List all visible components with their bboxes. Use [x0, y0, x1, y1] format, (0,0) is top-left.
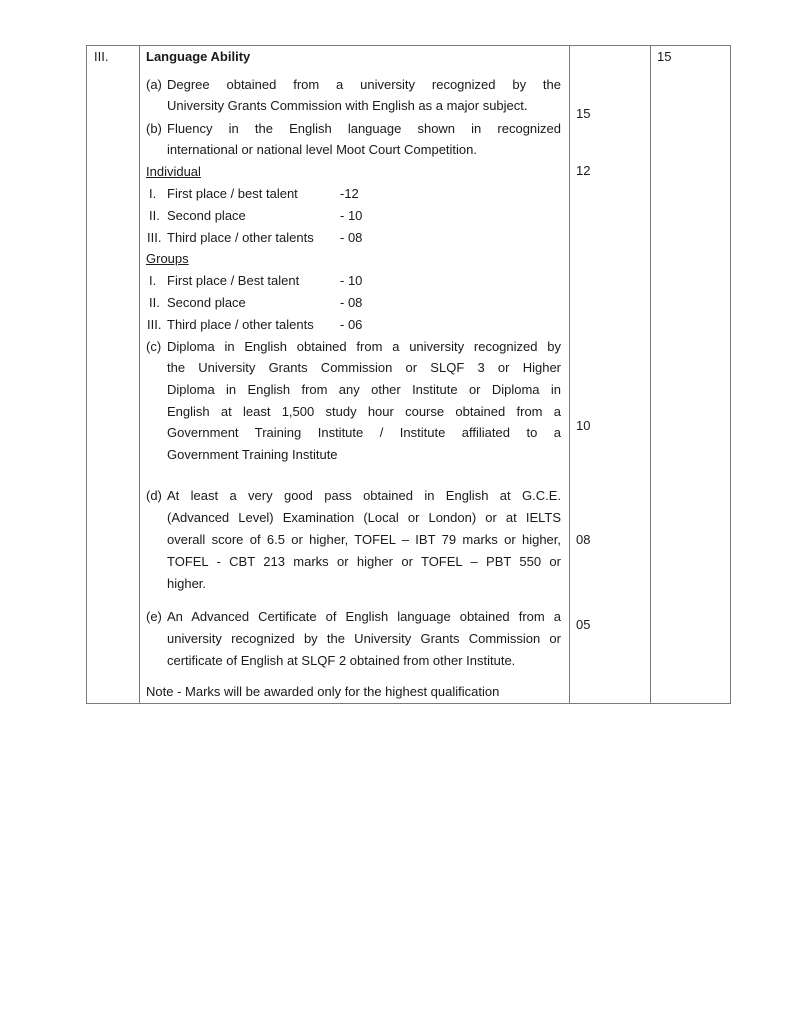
item-d-line: TOFEL - CBT 213 marks or higher or TOFEL – PBT 550 or [167, 554, 561, 569]
groups-num: I. [149, 273, 157, 288]
individual-num: II. [149, 208, 160, 223]
individual-heading: Individual [146, 164, 201, 179]
section-title: Language Ability [146, 49, 251, 64]
item-c-marks: 10 [576, 418, 591, 433]
column-divider [139, 46, 140, 703]
item-a-marks: 15 [576, 106, 591, 121]
item-e-line: certificate of English at SLQF 2 obtained from other Institute. [167, 653, 516, 668]
item-b-line: Fluency in the English language shown in recognized [167, 121, 561, 136]
groups-text: First place / Best talent [167, 273, 300, 288]
groups-num: III. [147, 317, 162, 332]
item-c-line: Diploma in English from any other Institute or Diploma in [167, 382, 561, 397]
groups-num: II. [149, 295, 160, 310]
item-a-label: (a) [146, 77, 162, 92]
item-c-line: English at least 1,500 study hour course obtained from a [167, 404, 561, 419]
item-d-label: (d) [146, 488, 162, 503]
individual-text: First place / best talent [167, 186, 298, 201]
item-c-line: the University Grants Commission or SLQF 3 or Higher [167, 360, 561, 375]
item-d-line: At least a very good pass obtained in English at G.C.E. [167, 488, 561, 503]
column-divider [569, 46, 570, 703]
item-a-line: Degree obtained from a university recognized by the [167, 77, 561, 92]
item-c-line: Government Training Institute / Institute affiliated to a [167, 425, 561, 440]
individual-value: - 10 [340, 208, 363, 223]
item-e-line: university recognized by the University Grants Commission or [167, 631, 561, 646]
groups-heading: Groups [146, 251, 189, 266]
item-c-line: Diploma in English obtained from a university recognized by [167, 339, 561, 354]
max-marks: 15 [657, 49, 672, 64]
item-e-label: (e) [146, 609, 162, 624]
groups-text: Second place [167, 295, 246, 310]
row-number: III. [94, 49, 109, 64]
item-d-line: (Advanced Level) Examination (Local or London) or at IELTS [167, 510, 561, 525]
groups-value: - 08 [340, 295, 363, 310]
item-b-marks: 12 [576, 163, 591, 178]
individual-value: -12 [340, 186, 359, 201]
item-c-line: Government Training Institute [167, 447, 338, 462]
item-e-marks: 05 [576, 617, 591, 632]
item-d-marks: 08 [576, 532, 591, 547]
individual-num: III. [147, 230, 162, 245]
individual-value: - 08 [340, 230, 363, 245]
item-b-label: (b) [146, 121, 162, 136]
column-divider [650, 46, 651, 703]
item-d-line: higher. [167, 576, 207, 591]
groups-value: - 06 [340, 317, 363, 332]
item-a-line: University Grants Commission with English as a major subject. [167, 98, 528, 113]
individual-text: Second place [167, 208, 246, 223]
individual-text: Third place / other talents [167, 230, 314, 245]
individual-num: I. [149, 186, 157, 201]
item-c-label: (c) [146, 339, 162, 354]
note-text: Note - Marks will be awarded only for the highest qualification [146, 684, 500, 699]
groups-value: - 10 [340, 273, 363, 288]
item-b-line: international or national level Moot Court Competition. [167, 142, 478, 157]
item-e-line: An Advanced Certificate of English language obtained from a [167, 609, 561, 624]
item-d-line: overall score of 6.5 or higher, TOFEL – IBT 79 marks or higher, [167, 532, 561, 547]
groups-text: Third place / other talents [167, 317, 314, 332]
